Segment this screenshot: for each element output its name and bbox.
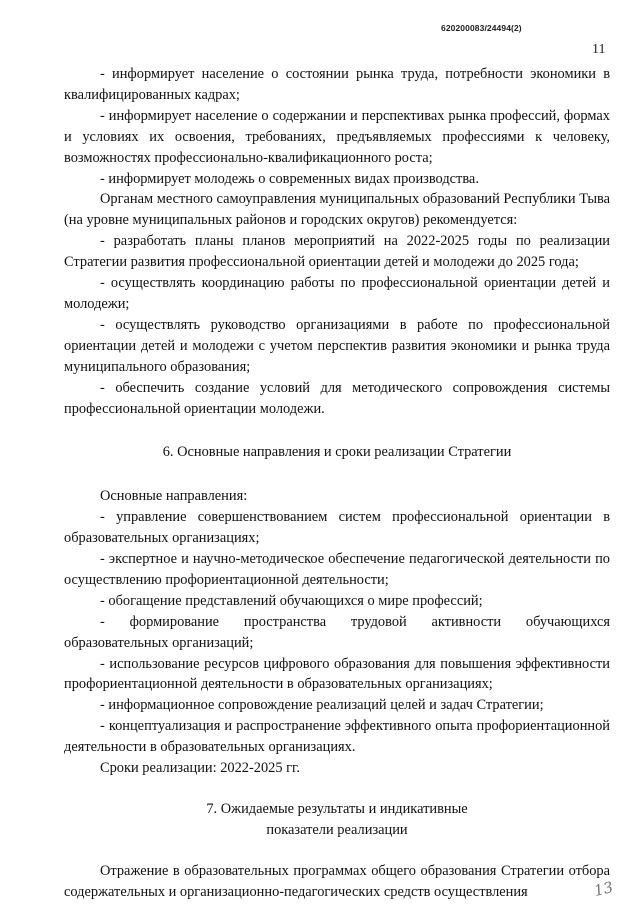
paragraph: - осуществлять координацию работы по профессиональной ориентации детей и молодежи; — [64, 275, 610, 312]
paragraph: Основные направления: — [100, 488, 248, 505]
section-7-heading-line-2: показатели реализации — [266, 821, 408, 838]
paragraph: - обеспечить создание условий для методического сопровождения системы профессиональной ориентации молодежи. — [64, 379, 610, 417]
paragraph: - информирует молодежь о современных видах производства. — [100, 170, 479, 187]
paragraph: - разработать планы планов мероприятий на 2022-2025 годы по реализации Стратегии развития профессиональной ориентации детей и молодежи до 2025 года; — [64, 233, 610, 271]
document-body — [64, 64, 610, 903]
paragraph: - информирует население о состоянии рынка труда, потребности экономики в квалифицированных кадрах; — [64, 66, 610, 103]
section-7-heading-line-1: 7. Ожидаемые результаты и индикативные — [206, 801, 468, 817]
handwritten-page-mark: 13 — [592, 877, 615, 901]
paragraph: - управление совершенствованием систем профессиональной ориентации в образовательных организациях; — [64, 509, 610, 547]
paragraph: - концептуализация и распространение эффективного опыта профориентационной деятельности в образовательных организациях. — [64, 718, 610, 756]
paragraph: - формирование пространства трудовой активности обучающихся образовательных организаций; — [64, 613, 610, 651]
paragraph: - осуществлять руководство организациями в работе по профессиональной ориентации детей и молодежи с учетом перспектив развития экономики и рынка труда муниципального образования; — [64, 316, 610, 375]
document-id: 620200083/24494(2) — [441, 23, 522, 33]
page-number: 11 — [592, 42, 606, 57]
paragraph: - обогащение представлений обучающихся о мире профессий; — [100, 592, 483, 609]
paragraph: - использование ресурсов цифрового образования для повышения эффективности профориентационной деятельности в образовательных организациях; — [64, 655, 610, 693]
paragraph: - экспертное и научно-методическое обеспечение педагогической деятельности по осуществлению профориентационной деятельности; — [64, 551, 610, 588]
paragraph: - информирует население о содержании и перспективах рынка профессий, формах и условиях их освоения, требованиях, предъявляемых профессиями к человеку, возможностях профессионально-квалификационного роста; — [64, 107, 610, 166]
section-6-heading: 6. Основные направления и сроки реализации Стратегии — [162, 444, 512, 461]
paragraph: Отражение в образовательных программах общего образования Стратегии отбора содержательных и организационно-педагогических средств осуществления — [64, 862, 610, 900]
section-7-heading — [64, 799, 610, 841]
paragraph: Сроки реализации: 2022-2025 гг. — [100, 760, 300, 777]
paragraph: - информационное сопровождение реализаций целей и задач Стратегии; — [100, 697, 544, 714]
paragraph: Органам местного самоуправления муниципальных образований Республики Тыва (на уровне муниципальных районов и городских округов) рекомендуется: — [64, 191, 610, 229]
